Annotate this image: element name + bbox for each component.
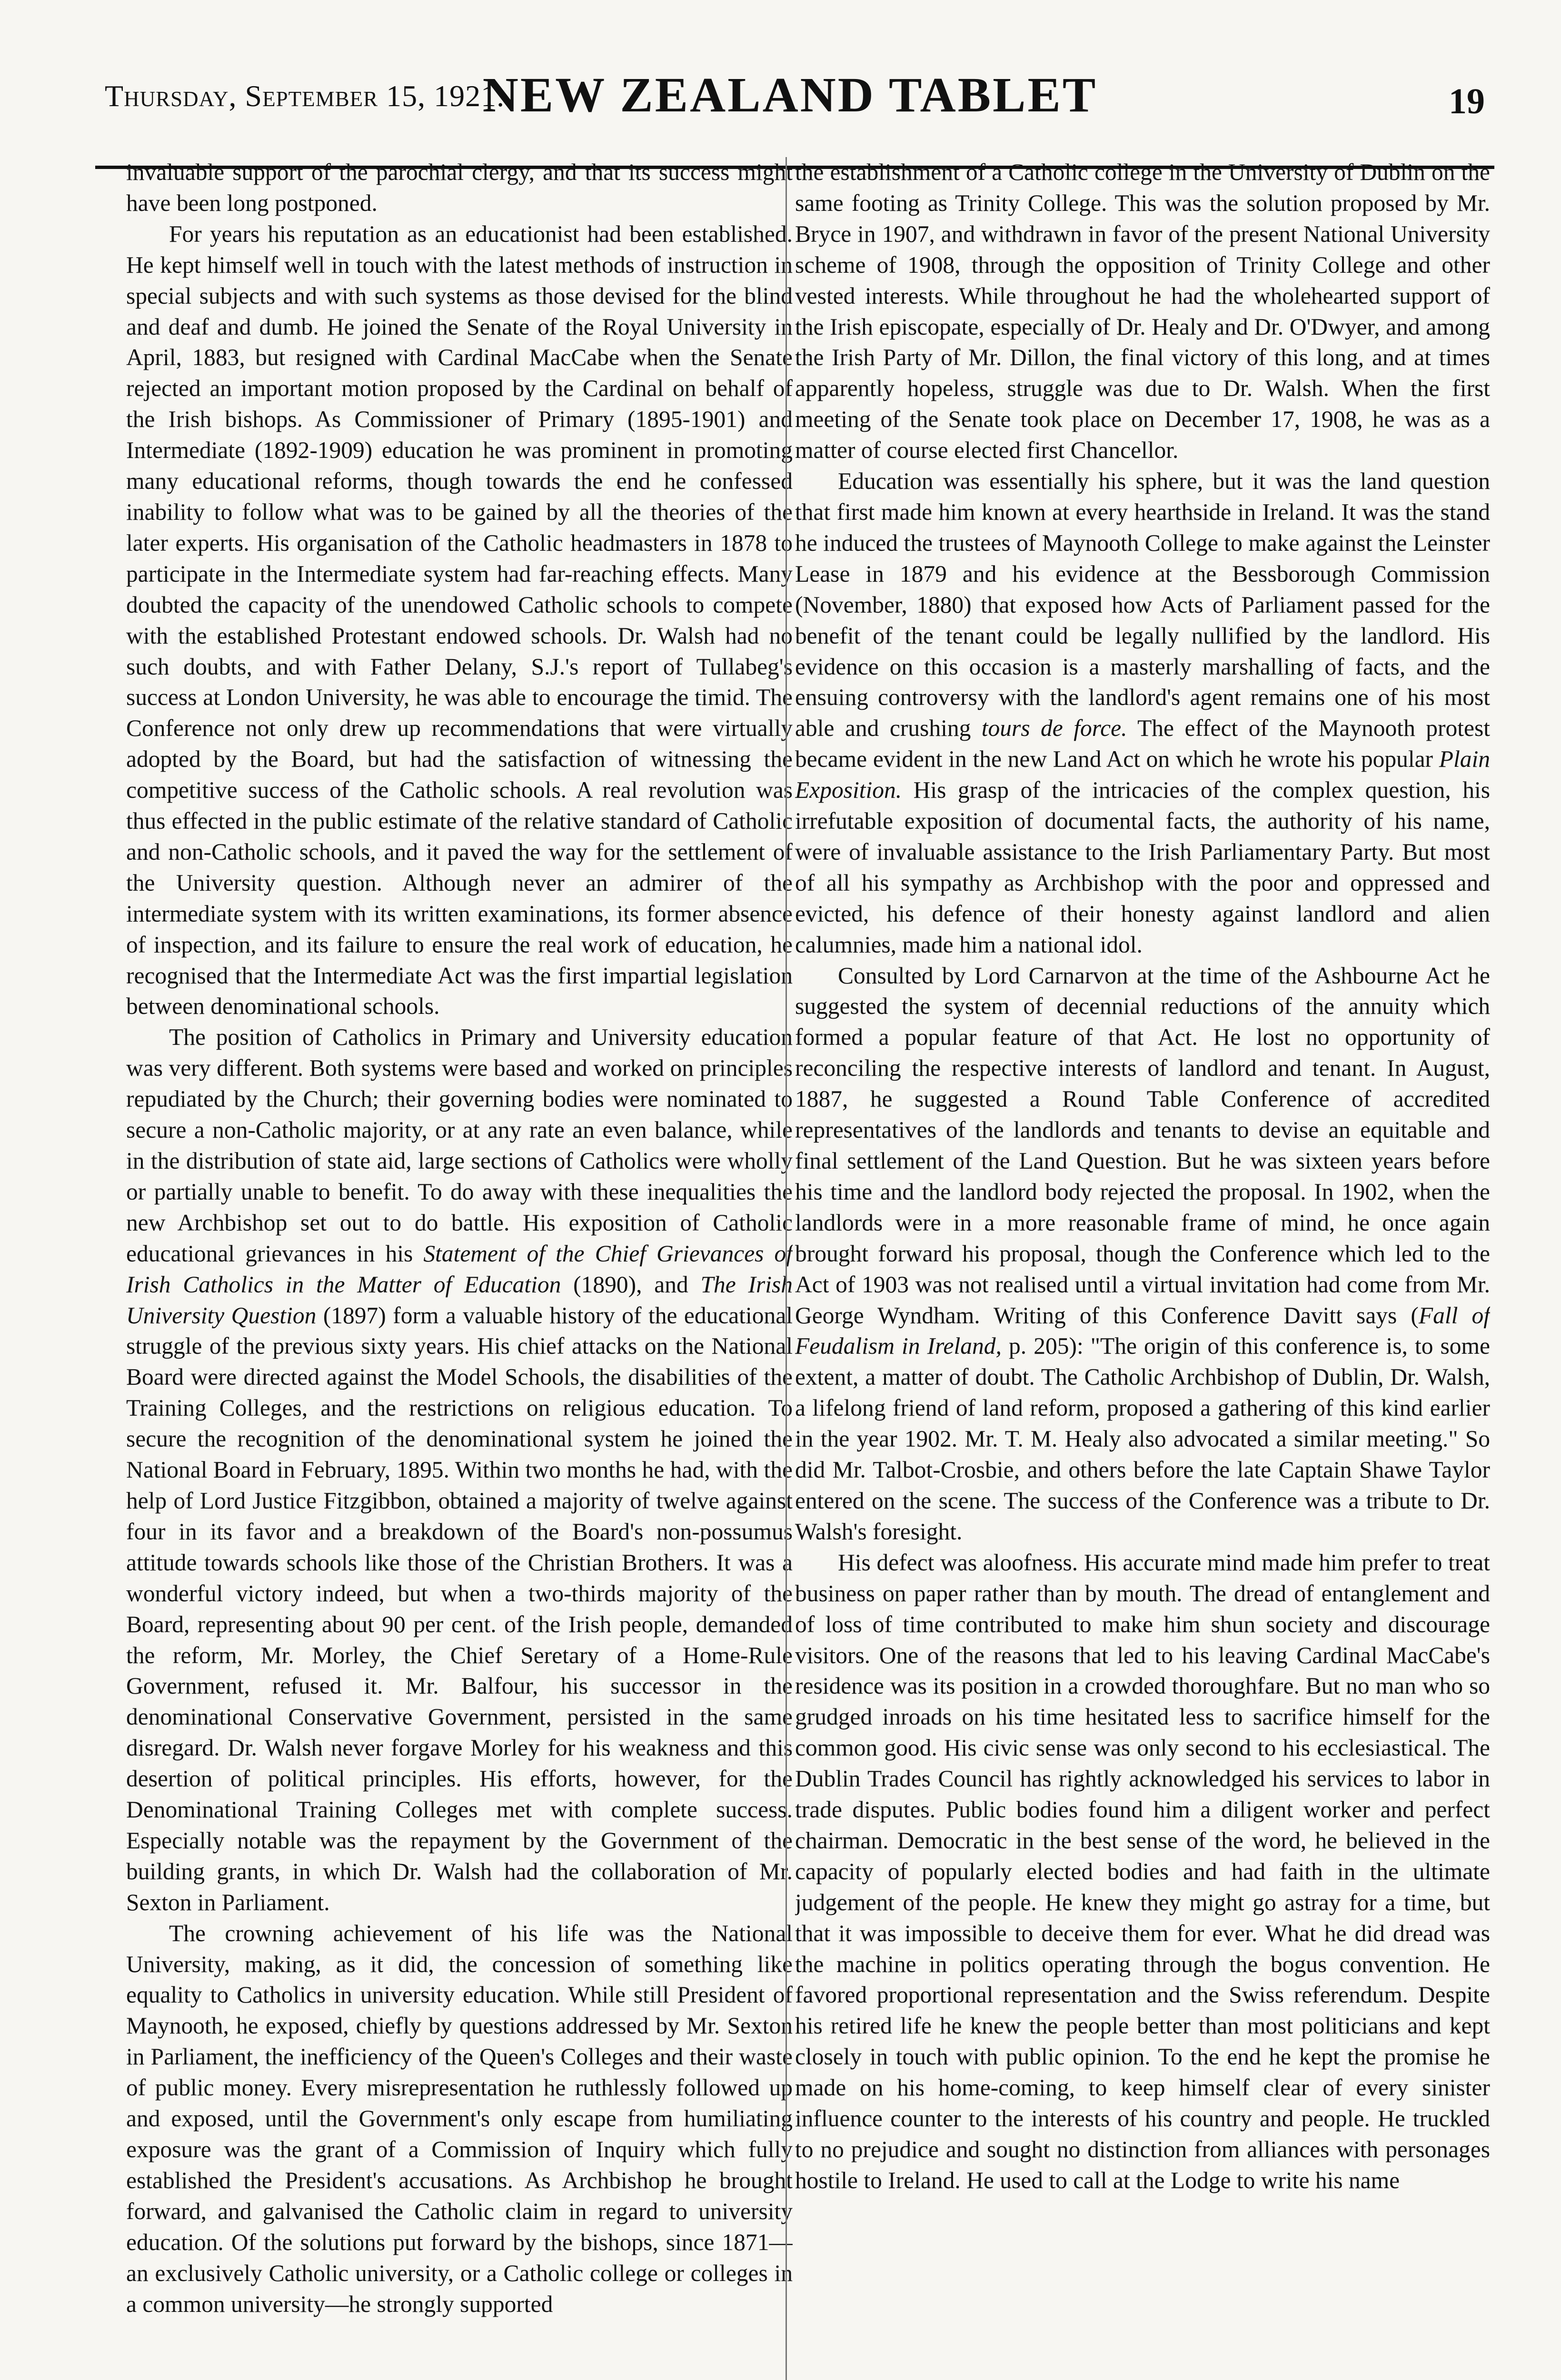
paragraph: the establishment of a Catholic college in the University of Dublin on the same footing as Trinity College. This was the solution proposed by Mr. Bryce in 1907, and withdrawn in favor of the present National University scheme of 1908, through the opposition of Trinity College and other vested interests. While throughout he had the wholehearted support of the Irish episcopate, especially of Dr. Healy and Dr. O'Dwyer, and among the Irish Party of Mr. Dillon, the final victory of this long, and at times apparently hopeless, struggle was due to Dr. Walsh. When the first meeting of the Senate took place on December 17, 1908, he was as a matter of course elected first Chancellor. xyxy=(795,159,1490,464)
italic-title: Statement of the Chief Grievances of Irish Catholics in the Matter of Education xyxy=(126,1240,793,1298)
text-run: His grasp of the intricacies of the complex question, his irrefutable exposition of documental facts, the authority of his name, were of invaluable assistance to the Irish Parliamentary Party. But most of all his sympathy as Archbishop with the poor and oppressed and evicted, his defence of their honesty against landlord and alien calumnies, made him a national idol. xyxy=(795,777,1490,958)
issue-date: Thursday, September 15, 1921. xyxy=(105,79,505,113)
left-column xyxy=(126,157,793,2380)
text-run: (1897) form a valuable history of the educational struggle of the previous sixty years. His chief attacks on the National Board were directed against the Model Schools, the disabilities of the Training Colleges, and the restrictions on religious education. To secure the recognition of the denominational system he joined the National Board in February, 1895. Within two months he had, with the help of Lord Justice Fitzgibbon, obtained a majority of twelve against four in its favor and a breakdown of the Board's non-possumus attitude towards schools like those of the Christian Brothers. It was a wonderful victory indeed, but when a two-thirds majority of the Board, representing about 90 per cent. of the Irish people, demanded the reform, Mr. Morley, the Chief Seretary of a Home-Rule Government, refused it. Mr. Balfour, his successor in the denominational Conservative Government, persisted in the same disregard. Dr. Walsh never forgave Morley for his weakness and this desertion of political principles. His efforts, however, for the Denominational Training Colleges met with complete success. Especially notable was the repayment by the Government of the building grants, in which Dr. Walsh had the collaboration of Mr. Sexton in Parliament. xyxy=(126,1302,793,1915)
italic-title: Fall of Feudalism in Ireland, xyxy=(795,1302,1490,1359)
masthead-title: NEW ZEALAND TABLET xyxy=(482,68,1098,122)
paragraph: The crowning achievement of his life was the National University, making, as it did, the concession of something like equality to Catholics in university education. While still President of Maynooth, he exposed, chiefly by questions addressed by Mr. Sexton in Parliament, the inefficiency of the Queen's Colleges and their waste of public money. Every misrepresentation he ruthlessly followed up and exposed, until the Government's only escape from humiliating exposure was the grant of a Commission of Inquiry which fully established the President's accusations. As Archbishop he brought forward, and galvanised the Catholic claim in regard to university education. Of the solutions put forward by the bishops, since 1871—an exclusively Catholic university, or a Catholic college or colleges in a common university—he strongly supported xyxy=(126,1920,793,2317)
italic-title: Plain Exposition. xyxy=(795,746,1490,803)
text-run: The position of Catholics in Primary and University education was very different. Both systems were based and worked on principles repudiated by the Church; their governing bodies were nominated to secure a non-Catholic majority, or at any rate an even balance, while in the distribution of state aid, large sections of Catholics were wholly or partially unable to benefit. To do away with these inequalities the new Archbishop set out to do battle. His exposition of Catholic educational grievances in his xyxy=(126,1024,793,1267)
paragraph: For years his reputation as an educationist had been established. He kept himself well in touch with the latest methods of instruction in special subjects and with such systems as those devised for the blind and deaf and dumb. He joined the Senate of the Royal University in April, 1883, but resigned with Cardinal MacCabe when the Senate rejected an important motion proposed by the Cardinal on behalf of the Irish bishops. As Commissioner of Primary (1895-1901) and Intermediate (1892-1909) education he was prominent in promoting many educational reforms, though towards the end he confessed inability to follow what was to be gained by all the theories of the later experts. His organisation of the Catholic headmasters in 1878 to participate in the Intermediate system had far-reaching effects. Many doubted the capacity of the unendowed Catholic schools to compete with the established Protestant endowed schools. Dr. Walsh had no such doubts, and with Father Delany, S.J.'s report of Tullabeg's success at London University, he was able to encourage the timid. The Conference not only drew up recommendations that were virtually adopted by the Board, but had the satisfaction of witnessing the competitive success of the Catholic schools. A real revolution was thus effected in the public estimate of the relative standard of Catholic and non-Catholic schools, and it paved the way for the settlement of the University question. Although never an admirer of the intermediate system with its written examinations, its former absence of inspection, and its failure to ensure the real work of education, he recognised that the Intermediate Act was the first impartial legislation between denominational schools. xyxy=(126,220,793,1020)
column-divider xyxy=(785,157,787,2380)
paragraph xyxy=(795,961,1490,1547)
text-run: Consulted by Lord Carnarvon at the time of the Ashbourne Act he suggested the system of decennial reductions of the annuity which formed a popular feature of that Act. He lost no opportunity of reconciling the respective interests of landlord and tenant. In August, 1887, he suggested a Round Table Conference of accredited representatives of the landlords and tenants to devise an equitable and final settlement of the Land Question. But he was sixteen years before his time and the landlord body rejected the proposal. In 1902, when the landlords were in a more reasonable frame of mind, he once again brought forward his proposal, though the Conference which led to the Act of 1903 was not realised until a virtual invitation had come from Mr. George Wyndham. Writing of this Conference Davitt says ( xyxy=(795,962,1490,1329)
paragraph xyxy=(795,466,1490,961)
right-column xyxy=(795,157,1490,2380)
page-header xyxy=(86,52,1494,124)
paragraph xyxy=(126,1022,793,1918)
text-run: p. 205): "The origin of this conference is, to some extent, a matter of doubt. The Catholic Archbishop of Dublin, Dr. Walsh, a lifelong friend of land reform, proposed a gathering of this kind earlier in the year 1902. Mr. T. M. Healy also advocated a similar meeting." So did Mr. Talbot-Crosbie, and others before the late Captain Shawe Taylor entered on the scene. The success of the Conference was a tribute to Dr. Walsh's foresight. xyxy=(795,1333,1490,1545)
text-run: The effect of the Maynooth protest became evident in the new Land Act on which he wrote his popular xyxy=(795,715,1490,773)
paragraph: invaluable support of the parochial clergy, and that its success might have been long postponed. xyxy=(126,159,793,216)
italic-title: The Irish University Question xyxy=(126,1271,793,1329)
italic-phrase: tours de force. xyxy=(981,715,1127,742)
page-number: 19 xyxy=(1449,81,1485,121)
text-run: Education was essentially his sphere, but it was the land question that first made him known at every hearthside in Ireland. It was the stand he induced the trustees of Maynooth College to make against the Leinster Lease in 1879 and his evidence at the Bessborough Commission (November, 1880) that exposed how Acts of Parliament passed for the benefit of the tenant could be legally nullified by the landlord. His evidence on this occasion is a masterly marshalling of facts, and the ensuing controversy with the landlord's agent remains one of his most able and crushing xyxy=(795,468,1490,742)
paragraph: His defect was aloofness. His accurate mind made him prefer to treat business on paper rather than by mouth. The dread of entanglement and of loss of time contributed to make him shun society and discourage visitors. One of the reasons that led to his leaving Cardinal MacCabe's residence was its position in a crowded thoroughfare. But no man who so grudged inroads on his time hesitated less to sacrifice himself for the common good. His civic sense was only second to his ecclesiastical. The Dublin Trades Council has rightly acknowledged his services to labor in trade disputes. Public bodies found him a diligent worker and perfect chairman. Democratic in the best sense of the word, he believed in the capacity of popularly elected bodies and had faith in the ultimate judgement of the people. He knew they might go astray for a time, but that it was impossible to deceive them for ever. What he did dread was the machine in politics operating through the bogus convention. He favored proportional representation and the Swiss referendum. Despite his retired life he knew the people better than most politicians and kept closely in touch with public opinion. To the end he kept the promise he made on his home-coming, to keep himself clear of every sinister influence counter to the interests of his country and people. He truckled to no prejudice and sought no distinction from alliances with personages hostile to Ireland. He used to call at the Lodge to write his name xyxy=(795,1549,1490,2193)
text-run: (1890), and xyxy=(573,1271,688,1298)
